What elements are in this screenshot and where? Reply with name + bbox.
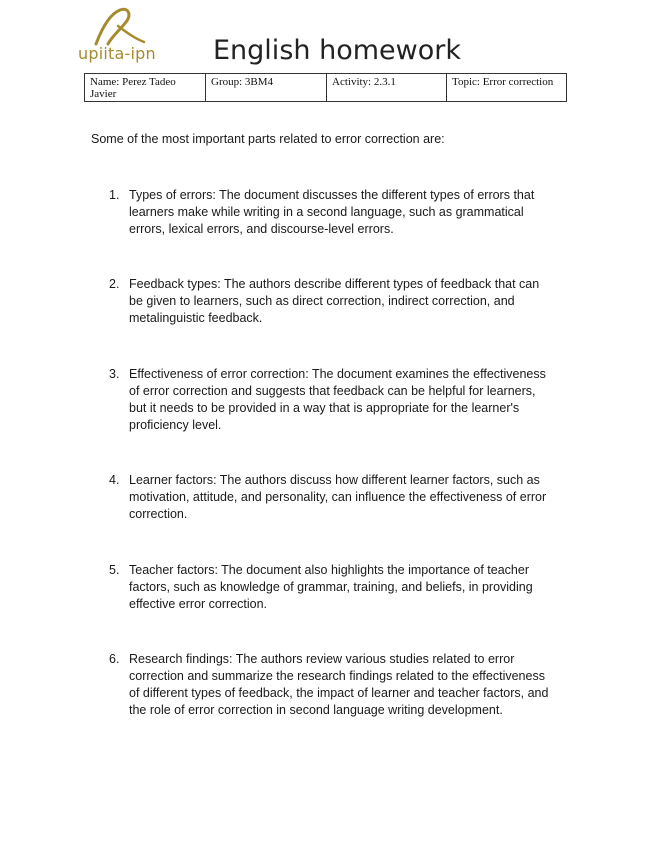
student-name-cell: Name: Perez Tadeo Javier	[85, 74, 206, 102]
list-item	[109, 472, 569, 523]
list-item-line: errors, lexical errors, and discourse-level errors.	[129, 222, 394, 236]
list-item-line: of error correction and suggests that feedback can be helpful for learners,	[129, 384, 536, 398]
list-item-number: 1.	[109, 188, 120, 202]
list-item-line: correction.	[129, 507, 188, 521]
list-item-number: 6.	[109, 652, 120, 666]
group-cell: Group: 3BM4	[206, 74, 327, 102]
topic-cell: Topic: Error correction	[447, 74, 567, 102]
list-item-text	[129, 472, 569, 523]
list-item-line: factors, such as knowledge of grammar, training, and beliefs, in providing	[129, 580, 533, 594]
list-item-number: 5.	[109, 563, 120, 577]
list-item-text	[129, 562, 569, 613]
logo-emblem-icon	[88, 6, 148, 46]
activity-cell: Activity: 2.3.1	[327, 74, 447, 102]
intro-paragraph: Some of the most important parts related to error correction are:	[91, 132, 445, 146]
list-item-text	[129, 651, 569, 719]
institution-logo	[78, 6, 158, 64]
list-item-line: Learner factors: The authors discuss how different learner factors, such as	[129, 473, 540, 487]
list-item-line: be given to learners, such as direct correction, indirect correction, and	[129, 294, 515, 308]
header-info-table	[84, 73, 567, 102]
list-item-line: motivation, attitude, and personality, can influence the effectiveness of error	[129, 490, 547, 504]
list-item-line: effective error correction.	[129, 597, 268, 611]
list-item-line: metalinguistic feedback.	[129, 311, 263, 325]
list-item-line: the role of error correction in second language writing development.	[129, 703, 503, 717]
header-row	[85, 74, 567, 102]
list-item-line: proficiency level.	[129, 418, 222, 432]
list-item-line: Feedback types: The authors describe different types of feedback that can	[129, 277, 540, 291]
list-item-line: learners make while writing in a second language, such as grammatical	[129, 205, 524, 219]
list-item	[109, 651, 569, 719]
list-item-line: Research findings: The authors review various studies related to error	[129, 652, 515, 666]
list-item	[109, 366, 569, 434]
list-item-number: 3.	[109, 367, 120, 381]
list-item	[109, 187, 569, 238]
page-title: English homework	[213, 35, 461, 66]
list-item-line: Types of errors: The document discusses the different types of errors that	[129, 188, 535, 202]
list-item-number: 2.	[109, 277, 120, 291]
list-item	[109, 276, 569, 327]
list-item-number: 4.	[109, 473, 120, 487]
list-item-text	[129, 276, 569, 327]
list-item-text	[129, 366, 569, 434]
list-item-text	[129, 187, 569, 238]
logo-text: upiita-ipn	[78, 44, 156, 63]
list-item-line: but it needs to be provided in a way that is appropriate for the learner's	[129, 401, 520, 415]
list-item-line: Effectiveness of error correction: The document examines the effectiveness	[129, 367, 546, 381]
list-item-line: of different types of feedback, the impact of learner and teacher factors, and	[129, 686, 549, 700]
list-item-line: Teacher factors: The document also highlights the importance of teacher	[129, 563, 529, 577]
list-item-line: correction and summarize the research findings related to the effectiveness	[129, 669, 545, 683]
list-item	[109, 562, 569, 613]
